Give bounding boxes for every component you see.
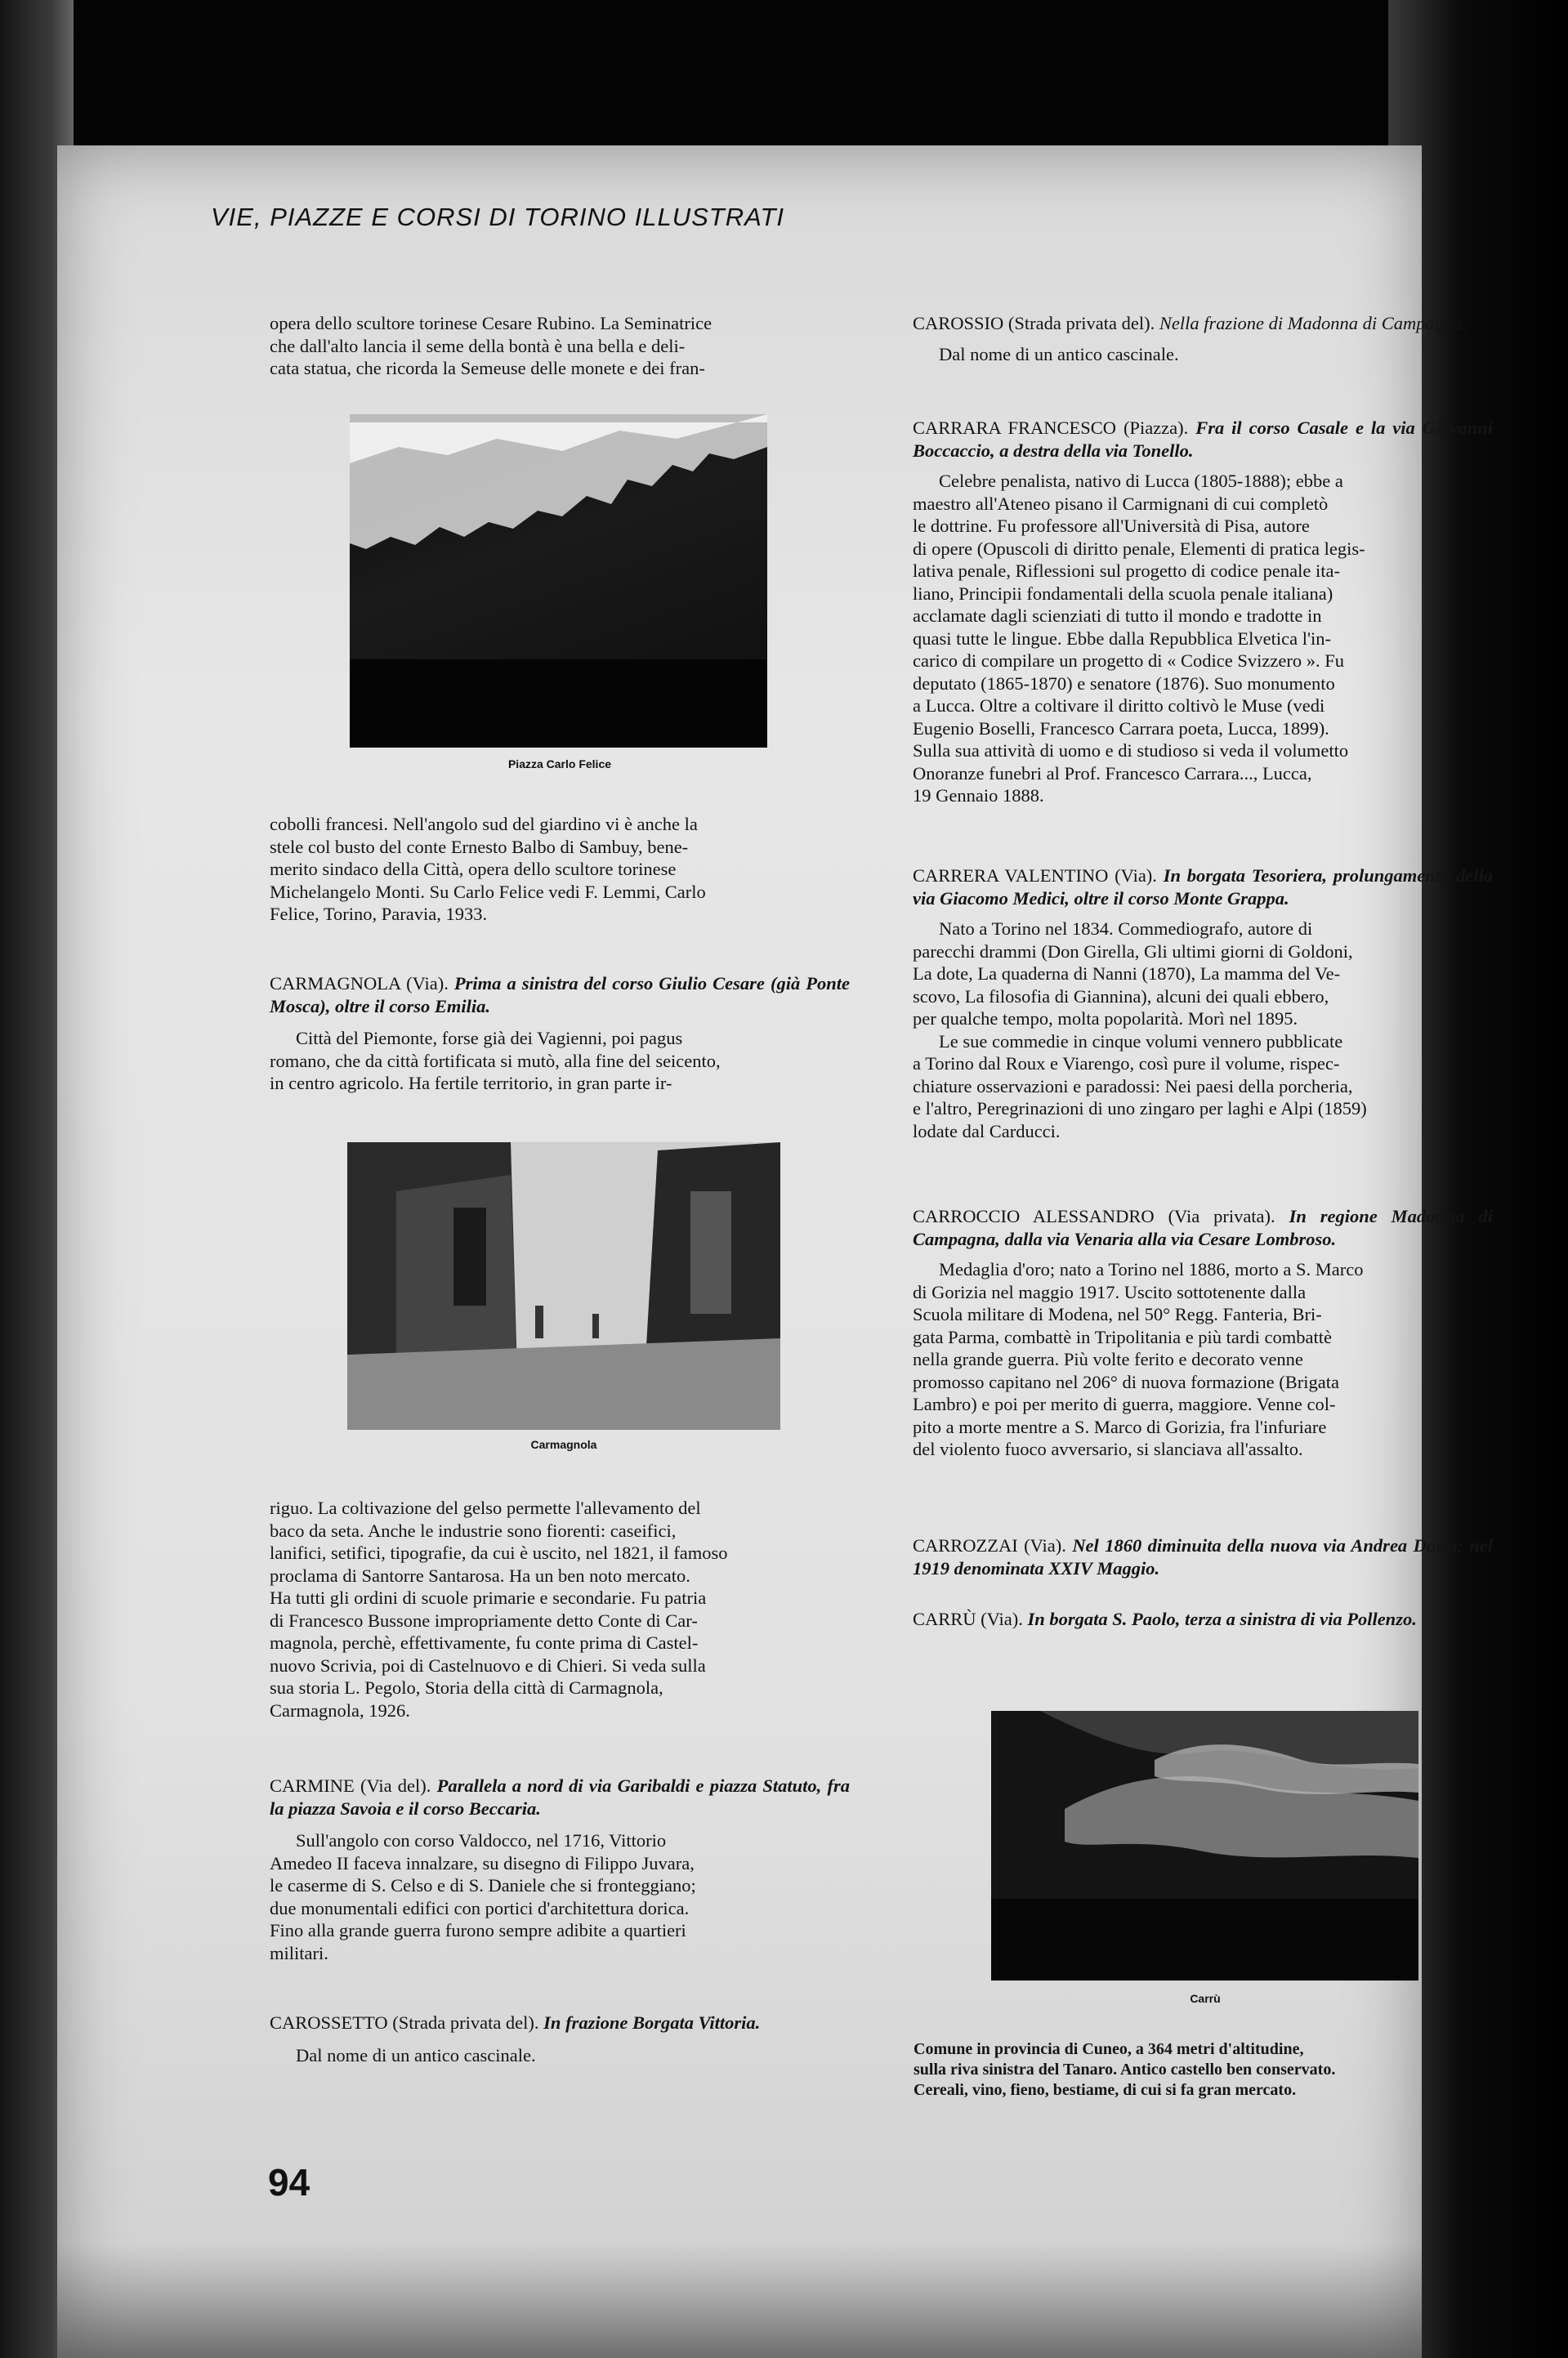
entry-name: CARRARA FRANCESCO (Piazza). [913,418,1189,438]
photo-carru [991,1711,1418,1981]
text-line: sulla riva sinistra del Tanaro. Antico castello ben conservato. [914,2061,1336,2079]
text-line: liano, Principii fondamentali della scuola penale italiana) [913,583,1333,604]
scan-dark-top-border [0,0,1568,159]
text-line: Celebre penalista, nativo di Lucca (1805-1888); ebbe a [939,471,1343,491]
text-line: Michelangelo Monti. Su Carlo Felice vedi F. Lemmi, Carlo [270,881,706,902]
text-line: Carmagnola, 1926. [270,1699,410,1721]
text-line: deputato (1865-1870) e senatore (1876). Suo monumento [913,672,1335,694]
text-line: Medaglia d'oro; nato a Torino nel 1886, morto a S. Marco [939,1259,1364,1279]
page-bottom-shadow [57,2244,1422,2358]
text-line: La dote, La quaderna di Nanni (1870), La mamma del Ve- [913,963,1341,984]
photo-carru-image [991,1711,1418,1981]
entry-name: CAROSSETTO (Strada privata del). [270,2012,539,2033]
entry-carroccio [913,1205,1493,1461]
text-line: acclamate dagli scienziati di tutto il mondo e tradotte in [913,605,1322,626]
text-line: Scuola militare di Modena, nel 50° Regg. Fanteria, Bri- [913,1304,1322,1324]
text-line: in centro agricolo. Ha fertile territorio, in gran parte ir- [270,1073,672,1093]
entry-carmine [270,1775,850,1964]
text-line: a Lucca. Oltre a coltivare il diritto coltivò le Muse (vedi [913,695,1325,716]
entry-name: CAROSSIO (Strada privata del). [913,313,1155,333]
entry-name: CARROCCIO ALESSANDRO (Via privata). [913,1206,1275,1226]
entry-location: In regione Madonna di Campagna, dalla via Venaria alla via Cesare Lombroso. [913,1206,1494,1249]
running-head: VIE, PIAZZE E CORSI DI TORINO ILLUSTRATI [211,203,785,231]
photo-piazza-carlo-felice-image [350,414,767,748]
text-line: Felice, Torino, Paravia, 1933. [270,904,488,924]
text-line: Sull'angolo con corso Valdocco, nel 1716, Vittorio [296,1830,667,1851]
text-line: militari. [270,1942,328,1963]
text-line: due monumentali edifici con portici d'architettura dorica. [270,1897,690,1918]
text-line: le dottrine. Fu professore all'Università di Pisa, autore [913,516,1310,536]
text-line: Amedeo II faceva innalzare, su disegno di Filippo Juvara, [270,1852,695,1873]
text-line: di Francesco Bussone impropriamente detto Conte di Car- [270,1610,698,1631]
text-line: a Torino dal Roux e Viarengo, così pure il volume, rispec- [913,1053,1340,1074]
text-line: Sulla sua attività di uomo e di studioso si veda il volumetto [913,740,1349,761]
text-line: e l'altro, Peregrinazioni di uno zingaro per laghi e Alpi (1859) [913,1098,1367,1119]
entry-name: CARRERA VALENTINO (Via). [913,865,1157,886]
text-line: lativa penale, Riflessioni sul progetto di codice penale ita- [913,560,1340,581]
text-line: di Gorizia nel maggio 1917. Uscito sottotenente dalla [913,1281,1307,1302]
text-line: romano, che da città fortificata si mutò, alla fine del seicento, [270,1050,721,1071]
text-line: Ha tutti gli ordini di scuole primarie e secondarie. Fu patria [270,1588,707,1608]
entry-location: Nel 1860 diminuita della nuova via Andrea Doria; nel 1919 denominata XXIV Maggio. [913,1535,1493,1579]
text-line: 19 Gennaio 1888. [913,785,1044,806]
text-line: carico di compilare un progetto di « Codice Svizzero ». Fu [913,650,1344,671]
entry-carossio [913,312,1493,365]
left-column-carmagnola-cont [270,1497,850,1722]
entry-location: Fra il corso Casale e la via Giovanni Boccaccio, a destra della via Tonello. [913,418,1493,461]
text-line: maestro all'Ateneo pisano il Carmignani di cui completò [913,493,1329,514]
text-line: Eugenio Boselli, Francesco Carrara poeta, Lucca, 1899). [913,717,1329,739]
photo-carmagnola [347,1142,780,1430]
photo-caption-piazza-carlo-felice: Piazza Carlo Felice [507,757,612,770]
photo-caption-carru: Carrù [1190,1992,1221,2005]
text-line: pito a morte mentre a S. Marco di Gorizia, fra l'infuriare [913,1416,1327,1437]
text-line: baco da seta. Anche le industrie sono fiorenti: caseifici, [270,1520,677,1541]
text-line: cobolli francesi. Nell'angolo sud del giardino vi è anche la [270,814,698,834]
entry-name: CARMAGNOLA (Via). [270,973,449,994]
entry-location: In frazione Borgata Vittoria. [543,2012,761,2033]
text-line: nella grande guerra. Più volte ferito e decorato venne [913,1349,1303,1369]
text-line: nuovo Scrivia, poi di Castelnuovo e di Chieri. Si veda sulla [270,1655,706,1676]
entry-location: Nella frazione di Madonna di Campagna. [1159,313,1467,333]
text-line: cata statua, che ricorda la Semeuse delle monete e dei fran- [270,358,705,378]
text-line: Fino alla grande guerra furono sempre adibite a quartieri [270,1920,686,1940]
text-line: Le sue commedie in cinque volumi vennero pubblicate [939,1030,1343,1052]
text-line: Cereali, vino, fieno, bestiame, di cui si fa gran mercato. [914,2081,1297,2099]
entry-location: Prima a sinistra del corso Giulio Cesare (già Ponte Mosca), oltre il corso Emilia. [270,973,851,1016]
text-line: sua storia L. Pegolo, Storia della città di Carmagnola, [270,1677,663,1698]
text-line: riguo. La coltivazione del gelso permette l'allevamento del [270,1498,701,1518]
text-line: Nato a Torino nel 1834. Commediografo, autore di [939,918,1313,939]
entry-location: In borgata Tesoriera, prolungamento della via Giacomo Medici, oltre il corso Monte Grappa. [913,865,1494,909]
text-line: Dal nome di un antico cascinale. [939,343,1179,364]
entry-carossetto [270,2012,850,2066]
carru-photo-text [914,2039,1502,2101]
entry-location: In borgata S. Paolo, terza a sinistra di via Pollenzo. [1027,1609,1417,1629]
entry-carmagnola [270,972,850,1095]
text-line: quasi tutte le lingue. Ebbe dalla Repubblica Elvetica l'in- [913,627,1332,649]
text-line: Comune in provincia di Cuneo, a 364 metri d'altitudine, [914,2040,1304,2058]
text-line: merito sindaco della Città, opera dello scultore torinese [270,859,677,879]
page-number: 94 [268,2161,310,2204]
text-line: Città del Piemonte, forse già dei Vagienni, poi pagus [296,1028,683,1048]
left-column-intro [270,312,850,380]
text-line: promosso capitano nel 206° di nuova formazione (Brigata [913,1371,1339,1392]
photo-caption-carmagnola: Carmagnola [530,1438,597,1451]
photo-carmagnola-image [347,1142,780,1430]
text-line: per qualche tempo, molta popolarità. Morì nel 1895. [913,1008,1298,1029]
entry-location: Parallela a nord di via Garibaldi e piazza Statuto, fra la piazza Savoia e il corso Beccaria. [270,1775,851,1819]
text-line: Dal nome di un antico cascinale. [296,2044,536,2065]
entry-name: CARROZZAI (Via). [913,1535,1066,1556]
entry-name: CARMINE (Via del). [270,1775,431,1796]
entry-name: CARRÙ (Via). [913,1609,1023,1629]
entry-carrara [913,417,1493,807]
text-line: di opere (Opuscoli di diritto penale, Elementi di pratica legis- [913,538,1365,559]
text-line: Lambro) e poi per merito di guerra, maggiore. Venne col- [913,1394,1336,1414]
text-line: lanifici, setifici, tipografie, da cui è uscito, nel 1821, il famoso [270,1543,728,1563]
text-line: stele col busto del conte Ernesto Balbo di Sambuy, bene- [270,836,689,857]
text-line: proclama di Santorre Santarosa. Ha un ben noto mercato. [270,1565,690,1586]
text-line: parecchi drammi (Don Girella, Gli ultimi giorni di Goldoni, [913,940,1353,962]
text-line: lodate dal Carducci. [913,1120,1061,1141]
text-line: che dall'alto lancia il seme della bontà è una bella e deli- [270,335,686,356]
text-line: chiature osservazioni e paradossi: Nei paesi della porcheria, [913,1075,1353,1096]
entry-carrera [913,864,1493,1142]
left-column-para1 [270,813,850,926]
entry-carrozzai [913,1534,1493,1579]
entry-carru [913,1608,1493,1631]
text-line: Onoranze funebri al Prof. Francesco Carrara..., Lucca, [913,762,1312,784]
text-line: gata Parma, combattè in Tripolitania e più tardi combattè [913,1326,1332,1347]
text-line: scovo, La filosofia di Giannina), alcuni dei quali ebbero, [913,985,1329,1007]
text-line: le caserme di S. Celso e di S. Daniele che si fronteggiano; [270,1875,696,1896]
text-line: opera dello scultore torinese Cesare Rubino. La Seminatrice [270,313,713,333]
photo-piazza-carlo-felice [350,414,767,748]
text-line: del violento fuoco avversario, si slanciava all'assalto. [913,1439,1303,1459]
text-line: magnola, perchè, effettivamente, fu conte prima di Castel- [270,1632,699,1653]
